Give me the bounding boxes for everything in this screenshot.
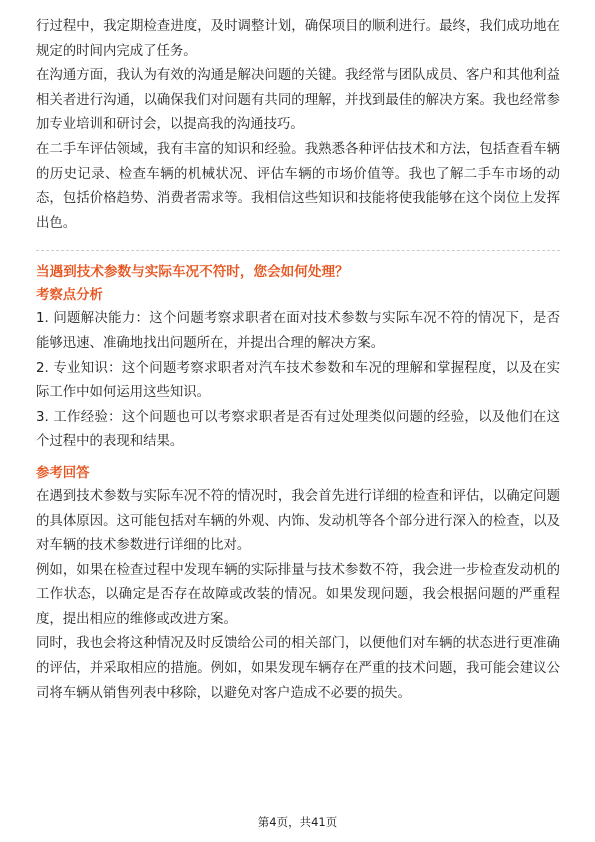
analysis-item: 1. 问题解决能力：这个问题考察求职者在面对技术参数与实际车况不符的情况下，是否能够迅速、准确地找出问题所在，并提出合理的解决方案。 [36,311,560,351]
section-divider [36,250,560,251]
answer-title: 参考回答 [36,465,90,481]
analysis-title: 考察点分析 [36,288,103,304]
interview-question: 当遇到技术参数与实际车况不符时，您会如何处理？ [36,264,349,281]
intro-paragraph: 行过程中，我定期检查进度，及时调整计划，确保项目的顺利进行。最终，我们成功地在规定的时间内完成了任务。 [36,19,560,59]
intro-paragraph: 在沟通方面，我认为有效的沟通是解决问题的关键。我经常与团队成员、客户和其他利益相关者进行沟通，以确保我们对问题有共同的理解，并找到最佳的解决方案。我也经常参加专业培训和研讨会，以提高我的沟通技巧。 [36,68,560,133]
intro-paragraph: 在二手车评估领域，我有丰富的知识和经验。我熟悉各种评估技术和方法，包括查看车辆的历史记录、检查车辆的机械状况、评估车辆的市场价值等。我也了解二手车市场的动态，包括价格趋势、消费者需求等。我相信这些知识和技能将使我能够在这个岗位上发挥出色。 [36,141,560,231]
page-content [36,15,560,706]
page-number: 第4页，共41页 [257,815,338,829]
analysis-item: 3. 工作经验：这个问题也可以考察求职者是否有过处理类似问题的经验，以及他们在这个过程中的表现和结果。 [36,409,560,450]
answer-paragraph: 在遇到技术参数与实际车况不符的情况时，我会首先进行详细的检查和评估，以确定问题的具体原因。这可能包括对车辆的外观、内饰、发动机等各个部分进行深入的检查，以及对车辆的技术参数进行详细的比对。 [36,488,560,554]
answer-paragraph: 同时，我也会将这种情况及时反馈给公司的相关部门，以便他们对车辆的状态进行更准确的评估，并采取相应的措施。例如，如果发现车辆存在严重的技术问题，我可能会建议公司将车辆从销售列表中移除，以避免对客户造成不必要的损失。 [36,636,560,701]
answer-paragraph: 例如，如果在检查过程中发现车辆的实际排量与技术参数不符，我会进一步检查发动机的工作状态，以确定是否存在故障或改装的情况。如果发现问题，我会根据问题的严重程度，提出相应的维修或改进方案。 [36,562,560,627]
analysis-item: 2. 专业知识：这个问题考察求职者对汽车技术参数和车况的理解和掌握程度，以及在实际工作中如何运用这些知识。 [36,360,560,401]
